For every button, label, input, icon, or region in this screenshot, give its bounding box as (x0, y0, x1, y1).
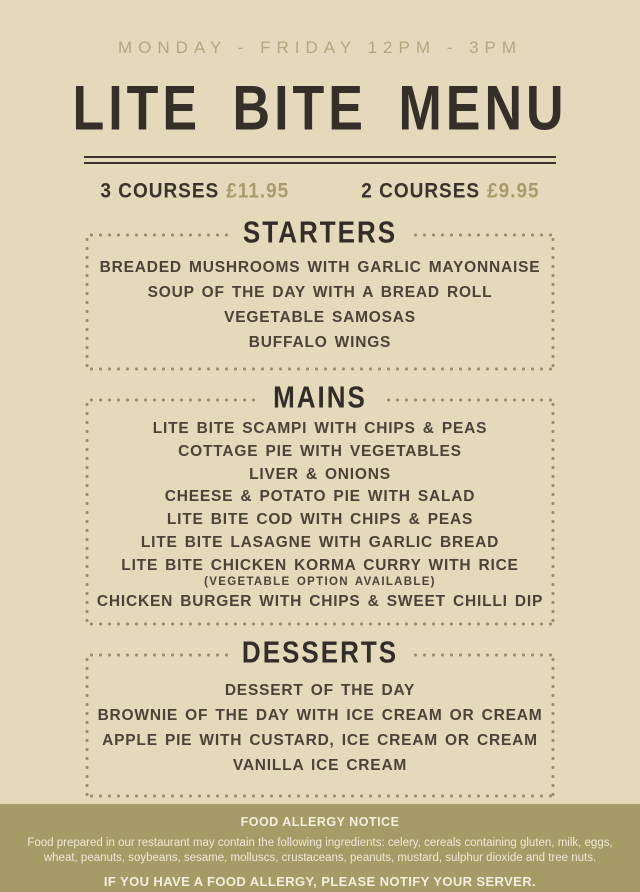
menu-item (95, 679, 545, 704)
menu-item (95, 418, 545, 441)
menu-item (95, 331, 545, 356)
pricing-label: 2 COURSES (361, 179, 481, 203)
menu-item (95, 486, 545, 509)
menu-item-name: BUFFALO WINGS (248, 334, 392, 352)
menu-item-name: LIVER & ONIONS (249, 465, 391, 483)
menu-item (95, 463, 545, 486)
menu-item-name: COTTAGE PIE WITH VEGETABLES (178, 442, 462, 460)
section-items (85, 233, 555, 371)
menu-item-name: LITE BITE COD WITH CHIPS & PEAS (166, 511, 474, 529)
section-items (85, 398, 555, 626)
menu-item-name: DESSERT OF THE DAY (224, 682, 416, 700)
pricing-price: £11.95 (226, 179, 290, 203)
menu-item-name: VANILLA ICE CREAM (232, 756, 408, 774)
menu-item-name: APPLE PIE WITH CUSTARD, ICE CREAM OR CREAM (102, 731, 538, 749)
menu-sections (0, 214, 640, 798)
menu-item-name: VEGETABLE SAMOSAS (224, 308, 416, 326)
menu-item-name: LITE BITE CHICKEN KORMA CURRY WITH RICE (121, 556, 519, 574)
menu-item-name: CHICKEN BURGER WITH CHIPS & SWEET CHILLI DIP (96, 592, 544, 610)
title-divider (84, 156, 556, 164)
allergy-footer: IF YOU HAVE A FOOD ALLERGY, PLEASE NOTIFY YOUR SERVER. (103, 873, 537, 889)
section-title: DESSERTS (228, 634, 412, 671)
section-items (85, 653, 555, 798)
menu-item (95, 255, 545, 280)
section-title: MAINS (259, 379, 381, 416)
menu-item (95, 532, 545, 555)
allergy-banner (0, 804, 640, 892)
menu-item (95, 753, 545, 778)
menu-item-name: BREADED MUSHROOMS WITH GARLIC MAYONNAISE (99, 258, 541, 276)
menu-title: LITE BITE MENU (72, 73, 568, 144)
menu-section-mains (85, 378, 555, 626)
menu-schedule: MONDAY - FRIDAY 12PM - 3PM (117, 38, 523, 57)
menu-item (95, 280, 545, 305)
pricing-2-courses (361, 180, 539, 204)
allergy-body: Food prepared in our restaurant may contain the following ingredients: celery, cereals containing gluten, milk, eggs, wheat, peanuts, soybeans, sesame, molluscs, crustaceans, peanuts, mustard, sulphur dioxide and tree nuts. (27, 837, 613, 864)
menu-item (95, 441, 545, 464)
section-title: STARTERS (229, 214, 411, 251)
menu-section-starters (85, 214, 555, 371)
menu-item-name: CHEESE & POTATO PIE WITH SALAD (164, 488, 476, 506)
allergy-heading: FOOD ALLERGY NOTICE (240, 815, 400, 829)
menu-item (95, 704, 545, 729)
menu-item (95, 729, 545, 754)
menu-item (95, 590, 545, 613)
pricing-price: £9.95 (487, 179, 540, 203)
menu-item (95, 305, 545, 330)
menu-item (95, 554, 545, 590)
menu-item (95, 509, 545, 532)
menu-item-name: SOUP OF THE DAY WITH A BREAD ROLL (147, 283, 493, 301)
menu-item-name: LITE BITE SCAMPI WITH CHIPS & PEAS (152, 420, 488, 438)
menu-item-note: (VEGETABLE OPTION AVAILABLE) (204, 575, 436, 588)
menu-section-desserts (85, 634, 555, 798)
pricing-label: 3 COURSES (100, 179, 220, 203)
pricing-row (0, 180, 640, 204)
menu-item-name: BROWNIE OF THE DAY WITH ICE CREAM OR CREAM (97, 707, 543, 725)
menu-item-name: LITE BITE LASAGNE WITH GARLIC BREAD (140, 534, 500, 552)
pricing-3-courses (100, 180, 289, 204)
